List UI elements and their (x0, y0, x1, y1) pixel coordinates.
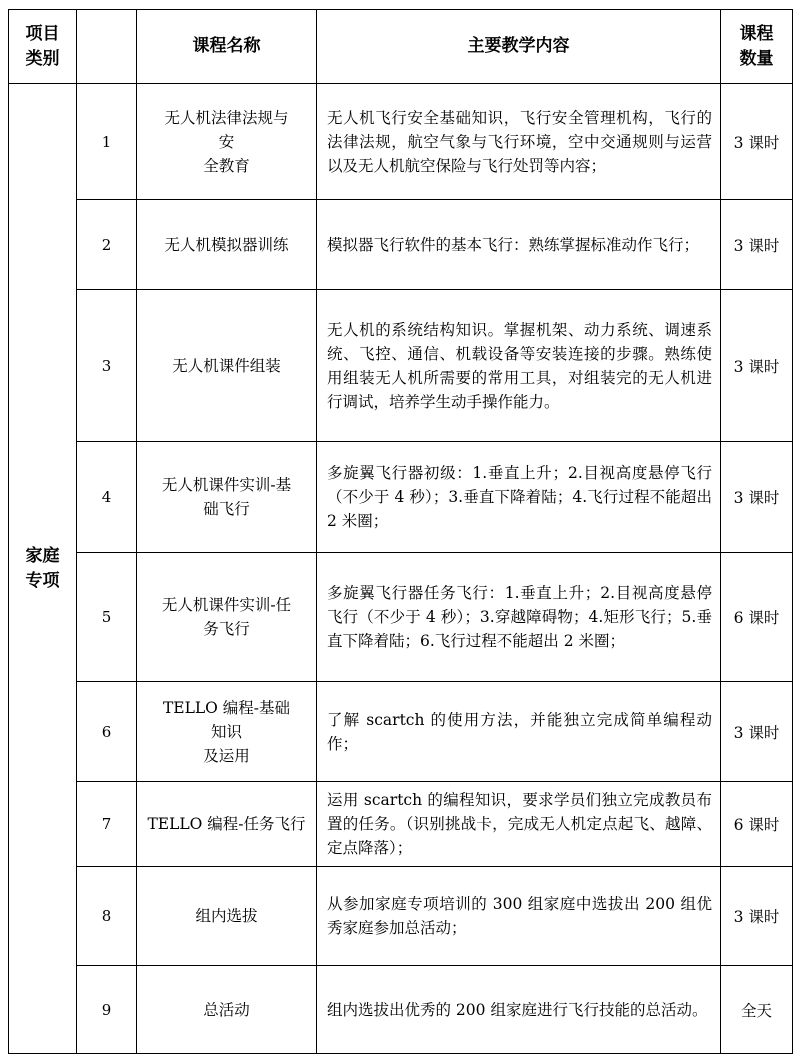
table-row (9, 200, 793, 290)
table-row (9, 682, 793, 782)
course-quantity: 3 课时 (721, 442, 793, 553)
course-name: 无人机课件组装 (137, 290, 317, 442)
course-quantity: 3 课时 (721, 290, 793, 442)
course-name: 无人机课件实训-基 础飞行 (137, 442, 317, 553)
table-header-row (9, 10, 793, 84)
row-index: 9 (77, 966, 137, 1054)
course-schedule-document (8, 9, 792, 1054)
course-name: TELLO 编程-任务飞行 (137, 782, 317, 867)
row-index: 5 (77, 553, 137, 682)
category-cell: 家庭 专项 (9, 84, 77, 1054)
table-row (9, 442, 793, 553)
course-quantity: 6 课时 (721, 782, 793, 867)
course-name: 无人机课件实训-任 务飞行 (137, 553, 317, 682)
course-quantity: 3 课时 (721, 867, 793, 966)
header-index (77, 10, 137, 84)
course-content: 从参加家庭专项培训的 300 组家庭中选拔出 200 组优秀家庭参加总活动； (317, 867, 721, 966)
course-quantity: 全天 (721, 966, 793, 1054)
row-index: 7 (77, 782, 137, 867)
course-quantity: 3 课时 (721, 682, 793, 782)
course-name: 无人机模拟器训练 (137, 200, 317, 290)
row-index: 2 (77, 200, 137, 290)
course-content: 运用 scartch 的编程知识，要求学员们独立完成教员布置的任务。（识别挑战卡，完成无人机定点起飞、越障、定点降落）； (317, 782, 721, 867)
table-row (9, 290, 793, 442)
table-row (9, 553, 793, 682)
table-row (9, 782, 793, 867)
row-index: 3 (77, 290, 137, 442)
course-name: 无人机法律法规与安 全教育 (137, 84, 317, 200)
row-index: 8 (77, 867, 137, 966)
course-quantity: 3 课时 (721, 84, 793, 200)
table-row (9, 966, 793, 1054)
course-content: 了解 scartch 的使用方法，并能独立完成简单编程动作； (317, 682, 721, 782)
course-content: 多旋翼飞行器初级：1.垂直上升；2.目视高度悬停飞行（不少于 4 秒）；3.垂直下降着陆；4.飞行过程不能超出 2 米圈； (317, 442, 721, 553)
course-content: 无人机飞行安全基础知识，飞行安全管理机构，飞行的法律法规，航空气象与飞行环境，空中交通规则与运营以及无人机航空保险与飞行处罚等内容； (317, 84, 721, 200)
header-content: 主要教学内容 (317, 10, 721, 84)
course-name: TELLO 编程-基础知识 及运用 (137, 682, 317, 782)
course-name: 总活动 (137, 966, 317, 1054)
course-content: 模拟器飞行软件的基本飞行：熟练掌握标准动作飞行； (317, 200, 721, 290)
course-quantity: 3 课时 (721, 200, 793, 290)
course-content: 无人机的系统结构知识。掌握机架、动力系统、调速系统、飞控、通信、机载设备等安装连接的步骤。熟练使用组装无人机所需要的常用工具，对组装完的无人机进行调试，培养学生动手操作能力。 (317, 290, 721, 442)
course-quantity: 6 课时 (721, 553, 793, 682)
header-quantity: 课程 数量 (721, 10, 793, 84)
course-content: 组内选拔出优秀的 200 组家庭进行飞行技能的总活动。 (317, 966, 721, 1054)
header-course-name: 课程名称 (137, 10, 317, 84)
course-table (8, 9, 793, 1054)
row-index: 6 (77, 682, 137, 782)
row-index: 1 (77, 84, 137, 200)
header-category: 项目 类别 (9, 10, 77, 84)
row-index: 4 (77, 442, 137, 553)
table-row (9, 867, 793, 966)
table-row (9, 84, 793, 200)
course-content: 多旋翼飞行器任务飞行：1.垂直上升；2.目视高度悬停飞行（不少于 4 秒）；3.穿越障碍物；4.矩形飞行；5.垂直下降着陆；6.飞行过程不能超出 2 米圈； (317, 553, 721, 682)
course-name: 组内选拔 (137, 867, 317, 966)
